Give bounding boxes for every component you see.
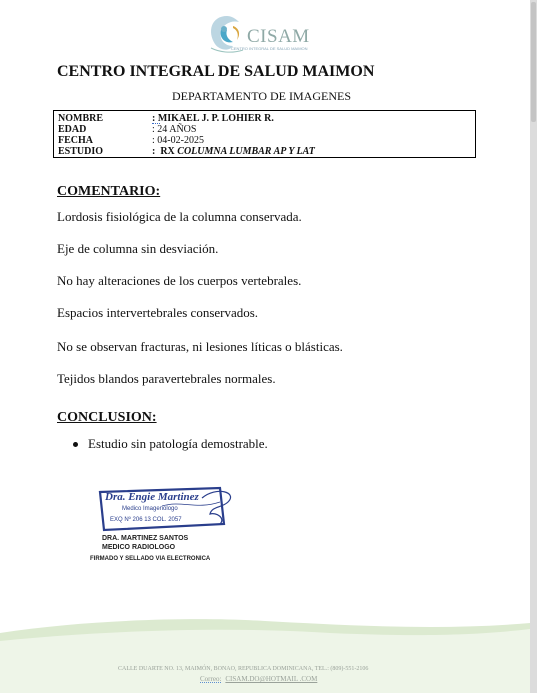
name-label: NOMBRE <box>58 113 103 124</box>
study-name: COLUMNA LUMBAR AP Y LAT <box>177 146 315 157</box>
study-label: ESTUDIO <box>58 146 104 157</box>
conclusion-text: Estudio sin patología demostrable. <box>88 436 268 451</box>
patient-info-box <box>53 110 476 158</box>
cisam-logo <box>203 12 328 56</box>
study-value <box>152 146 315 157</box>
logo-name: CISAM <box>247 26 310 47</box>
comment-line: Lordosis fisiológica de la columna conservada. <box>57 209 302 224</box>
comment-line: No se observan fracturas, ni lesiones líticas o blásticas. <box>57 339 343 354</box>
signer-name: DRA. MARTINEZ SANTOS <box>102 535 189 542</box>
stamp-doctor-name: Dra. Engie Martinez <box>105 491 199 503</box>
email-link[interactable]: CISAM.DO@HOTMAIL .COM <box>225 675 318 683</box>
department-name: DEPARTAMENTO DE IMAGENES <box>172 89 351 103</box>
comment-line: Espacios intervertebrales conservados. <box>57 305 259 320</box>
footer-email <box>200 675 317 683</box>
name-value <box>152 113 274 124</box>
scrollbar-thumb[interactable] <box>531 2 536 122</box>
comment-heading: COMENTARIO: <box>57 184 161 199</box>
vertical-scrollbar[interactable] <box>530 0 537 693</box>
signature-note: FIRMADO Y SELLADO VIA ELECTRONICA <box>90 556 211 562</box>
email-label: Correo: <box>200 675 222 683</box>
stamp-registry: EXQ Nº 206 13 COL. 2057 <box>110 517 182 523</box>
doctor-stamp <box>92 484 242 534</box>
stamp-subtitle: Medico Imagenologo <box>122 506 178 512</box>
name-value-text: : MIKAEL J. P. LOHIER R. <box>152 113 274 124</box>
comment-line: No hay alteraciones de los cuerpos vertebrales. <box>57 273 302 288</box>
comment-line: Eje de columna sin desviación. <box>57 241 219 256</box>
date-value: : 04-02-2025 <box>152 135 204 146</box>
logo-subtitle: CENTRO INTEGRAL DE SALUD MAIMON <box>231 46 308 51</box>
age-value: : 24 AÑOS <box>152 124 197 135</box>
date-label: FECHA <box>58 135 93 146</box>
conclusion-heading: CONCLUSION: <box>57 410 157 425</box>
bullet-icon <box>73 442 78 447</box>
clinic-title: CENTRO INTEGRAL DE SALUD MAIMON <box>57 63 375 80</box>
signer-role: MEDICO RADIOLOGO <box>102 544 176 551</box>
age-label: EDAD <box>58 124 87 135</box>
footer-address: CALLE DUARTE NO. 13, MAIMÓN, BONAO, REPUBLICA DOMINICANA, TEL.: (809)-551-2106 <box>118 666 369 672</box>
comment-line: Tejidos blandos paravertebrales normales. <box>57 371 276 386</box>
study-prefix: : RX <box>152 146 178 157</box>
